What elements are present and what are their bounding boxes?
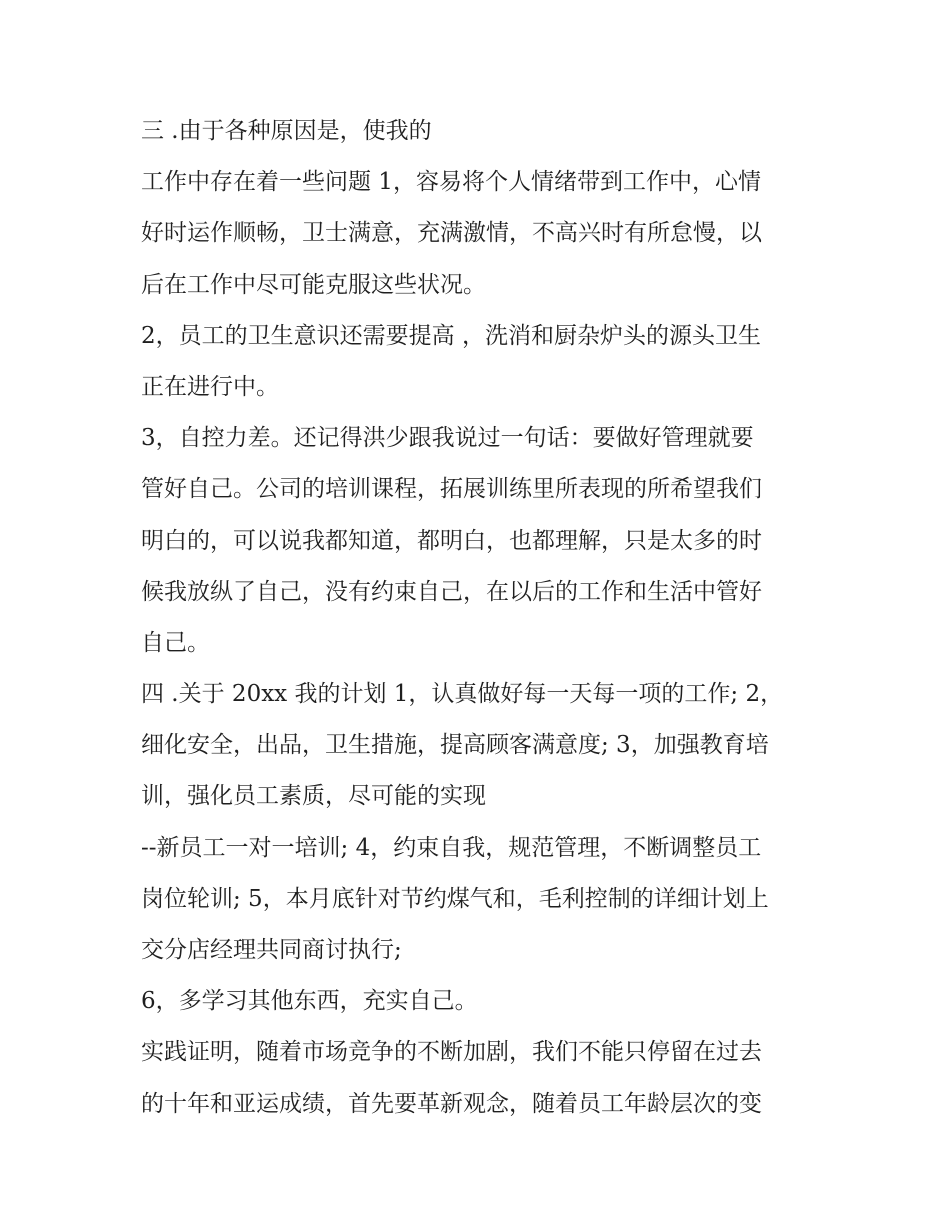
text-line-17: 交分店经理共同商讨执行; (141, 937, 402, 963)
text-line-10: 候我放纵了自己，没有约束自己，在以后的工作和生活中管好 (141, 578, 762, 605)
text-line-19: 实践证明，随着市场竞争的不断加剧，我们不能只停留在过去 (141, 1039, 762, 1066)
text-line-4: 后在工作中尽可能克服这些状况。 (141, 271, 486, 298)
text-line-9: 明白的，可以说我都知道，都明白，也都理解，只是太多的时 (141, 527, 762, 554)
text-line-5: 2，员工的卫生意识还需要提高 ，洗消和厨杂炉头的源头卫生 (141, 322, 761, 349)
text-line-11: 自己。 (141, 629, 210, 656)
text-line-8: 管好自己。公司的培训课程，拓展训练里所表现的所希望我们 (141, 476, 762, 503)
text-line-15: --新员工一对一培训; 4，约束自我，规范管理，不断调整员工 (141, 834, 762, 861)
text-line-3: 好时运作顺畅，卫士满意，充满激情，不高兴时有所怠慢，以 (141, 220, 762, 247)
text-line-7: 3，自控力差。还记得洪少跟我说过一句话：要做好管理就要 (141, 425, 754, 452)
text-line-6: 正在进行中。 (141, 373, 279, 400)
text-line-16: 岗位轮训; 5，本月底针对节约煤气和，毛利控制的详细计划上 (141, 885, 769, 912)
text-line-2: 工作中存在着一些问题 1，容易将个人情绪带到工作中，心情 (141, 169, 761, 196)
text-line-18: 6，多学习其他东西，充实自己。 (141, 988, 478, 1015)
text-line-13: 细化安全，出品，卫生措施，提高顾客满意度; 3，加强教育培 (141, 732, 769, 759)
text-line-14: 训，强化员工素质，尽可能的实现 (141, 783, 486, 810)
text-line-1: 三 .由于各种原因是，使我的 (141, 118, 432, 144)
text-line-12: 四 .关于 20xx 我的计划 1，认真做好每一天每一项的工作; 2， (141, 681, 784, 708)
text-line-20: 的十年和亚运成绩，首先要革新观念，随着员工年龄层次的变 (141, 1090, 762, 1117)
document-body (141, 106, 821, 1130)
